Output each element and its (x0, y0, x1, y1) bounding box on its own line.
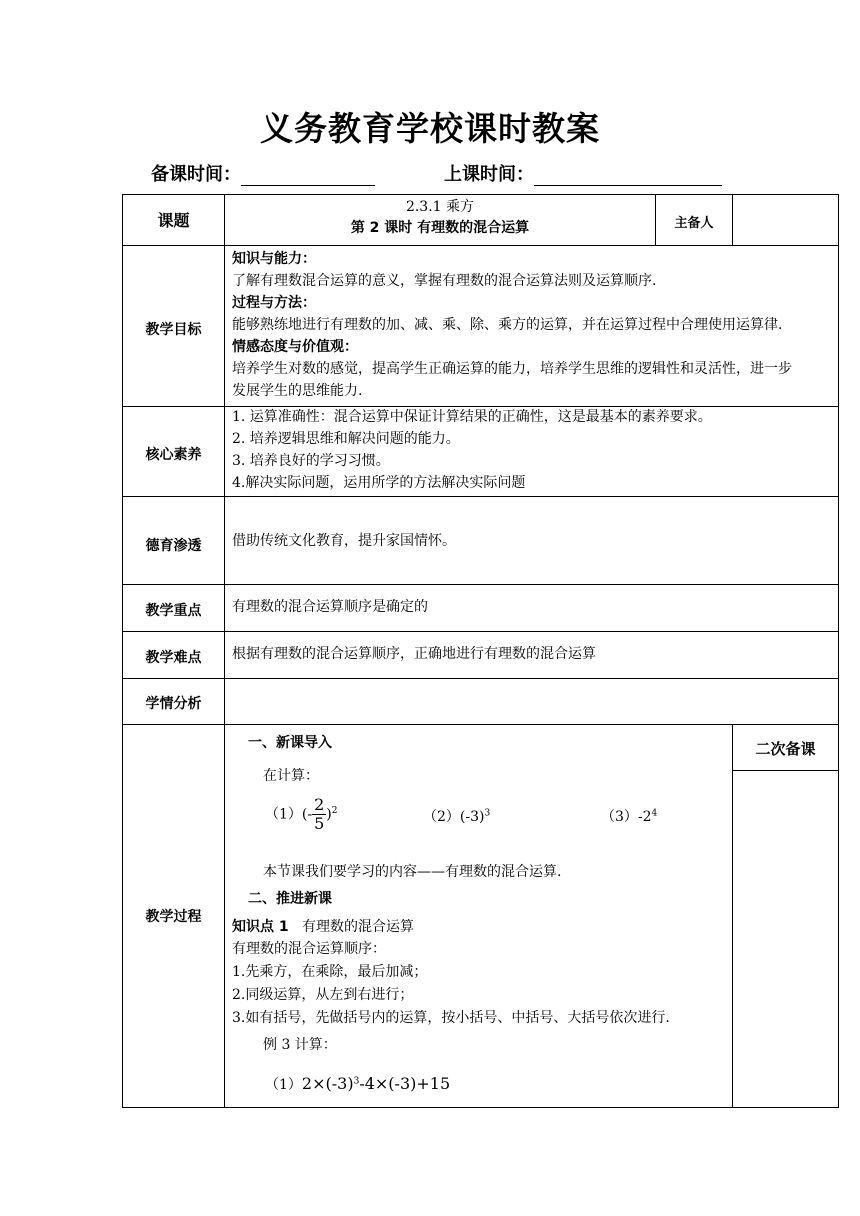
process-label: 教学过程 (145, 909, 202, 925)
exercise-1-suffix: ) (326, 806, 332, 823)
equation-prefix: （1） (265, 1077, 302, 1093)
order-item: 1.先乘方，在乘除，最后加减； (232, 964, 428, 980)
table-border-right (838, 194, 839, 1108)
fraction-numerator: 2 (314, 795, 325, 814)
objective-text-knowledge: 了解有理数混合运算的意义，掌握有理数的混合运算法则及运算顺序. (232, 273, 657, 289)
topic-author-value-divider (732, 194, 733, 246)
knowledge-point-title: 有理数的混合运算 (301, 919, 414, 935)
moral-text: 借助传统文化教育，提升家国情怀。 (232, 533, 456, 549)
knowledge-point-1 (232, 916, 414, 936)
objective-heading-process: 过程与方法： (232, 295, 316, 311)
intro-text: 在计算： (263, 768, 319, 784)
literacy-label: 核心素养 (145, 447, 202, 463)
analysis-label: 学情分析 (145, 696, 202, 712)
prep-time-field (151, 160, 375, 186)
literacy-item: 2. 培养逻辑思维和解决问题的能力。 (232, 431, 460, 447)
prep-time-blank (241, 165, 375, 186)
row-divider (122, 631, 839, 632)
key-point-text: 有理数的混合运算顺序是确定的 (232, 599, 428, 615)
fraction-denominator: 5 (314, 814, 325, 833)
second-prep-header-divider (732, 770, 839, 771)
literacy-item: 4.解决实际问题，运用所学的方法解决实际问题 (232, 475, 526, 491)
section-new-lesson: 二、推进新课 (248, 891, 332, 907)
second-prep-label: 二次备课 (755, 740, 816, 758)
class-time-label: 上课时间： (444, 164, 534, 185)
exercise-1 (265, 796, 338, 833)
key-point-label: 教学重点 (145, 603, 202, 619)
second-prep-divider (732, 724, 733, 1108)
order-title: 有理数的混合运算顺序： (232, 941, 386, 957)
exercise-2-base: （2）(-3) (423, 809, 485, 825)
label-column-divider (224, 194, 225, 1108)
objective-text-process: 能够熟练地进行有理数的加、减、乘、除、乘方的运算，并在运算过程中合理使用运算律. (232, 317, 783, 333)
row-divider (122, 496, 839, 497)
literacy-item: 1. 运算准确性：混合运算中保证计算结果的正确性，这是最基本的素养要求。 (232, 409, 712, 425)
exponent: 3 (484, 808, 491, 819)
equation-part-b: -4×(-3)+15 (359, 1074, 451, 1093)
author-label: 主备人 (674, 216, 714, 231)
objectives-label: 教学目标 (145, 322, 202, 338)
objective-text-attitude-1: 培养学生对数的感觉，提高学生正确运算的能力，培养学生思维的逻辑性和灵活性，进一步 (232, 361, 792, 377)
topic-title: 第 2 课时 有理数的混合运算 (350, 220, 530, 236)
objectives-content (232, 248, 836, 402)
exercise-3 (601, 806, 657, 826)
moral-label: 德育渗透 (145, 538, 202, 554)
example-equation-1 (265, 1074, 450, 1094)
literacy-item: 3. 培养良好的学习习惯。 (232, 453, 390, 469)
topic-section: 2.3.1 乘方 (405, 199, 475, 215)
page-title: 义务教育学校课时教案 (260, 109, 600, 148)
knowledge-point-head: 知识点 1 (232, 919, 289, 935)
lesson-note: 本节课我们要学习的内容——有理数的混合运算. (263, 864, 562, 880)
section-new-intro: 一、新课导入 (248, 735, 332, 751)
class-time-field (444, 160, 722, 186)
exercise-1-prefix: （1）(- (265, 806, 313, 823)
objective-heading-knowledge: 知识与能力： (232, 251, 316, 267)
exponent: 2 (331, 805, 338, 816)
prep-time-label: 备课时间： (151, 164, 241, 185)
fraction (312, 796, 326, 833)
order-item: 3.如有括号，先做括号内的运算，按小括号、中括号、大括号依次进行. (232, 1010, 670, 1026)
exponent: 4 (651, 808, 658, 819)
difficulty-text: 根据有理数的混合运算顺序，正确地进行有理数的混合运算 (232, 646, 596, 662)
literacy-content (232, 406, 836, 494)
row-divider (122, 584, 839, 585)
exponent: 3 (353, 1076, 360, 1087)
exercise-2 (423, 806, 490, 826)
topic-content (225, 197, 655, 239)
class-time-blank (534, 165, 722, 186)
difficulty-label: 教学难点 (145, 650, 202, 666)
order-item: 2.同级运算，从左到右进行； (232, 987, 414, 1003)
row-divider (122, 678, 839, 679)
topic-label: 课题 (157, 211, 190, 230)
objective-heading-attitude: 情感态度与价值观： (232, 339, 358, 355)
objective-text-attitude-2: 发展学生的思维能力. (232, 383, 363, 399)
example-title: 例 3 计算： (263, 1037, 337, 1053)
exercise-3-base: （3）-2 (601, 809, 652, 825)
equation-part-a: 2×(-3) (301, 1074, 354, 1093)
